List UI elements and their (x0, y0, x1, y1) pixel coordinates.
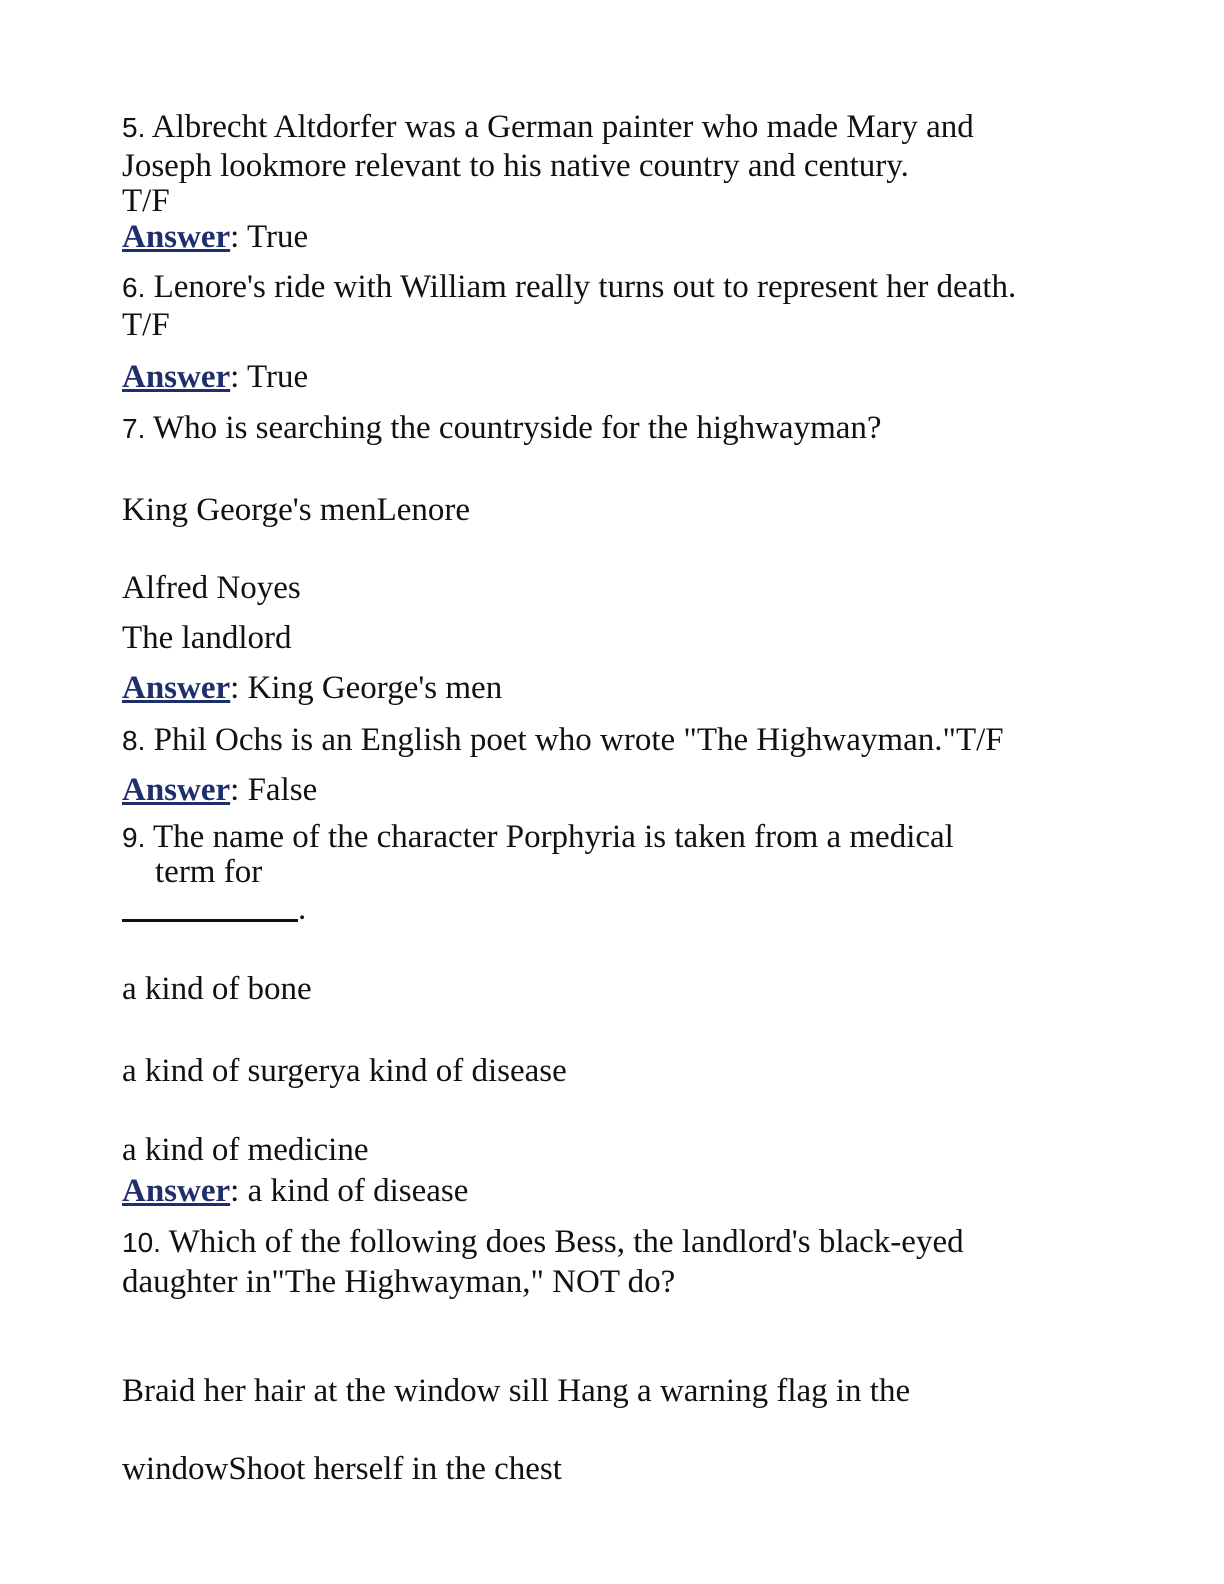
answer-label: Answer (122, 772, 231, 808)
q7-answer (122, 669, 502, 707)
q7-option-2: Alfred Noyes (122, 570, 301, 606)
q9-option-3: a kind of medicine (122, 1132, 369, 1168)
q6-answer (122, 358, 308, 396)
answer-label: Answer (122, 219, 231, 255)
q6-number: 6. (122, 272, 146, 303)
q7-option-3: The landlord (122, 620, 292, 656)
q9-line2: term for (155, 854, 263, 890)
q10-line2: daughter in"The Highwayman," NOT do? (122, 1264, 676, 1300)
q10-line1 (122, 1223, 964, 1262)
q5-tf: T/F (122, 183, 170, 219)
answer-label: Answer (122, 670, 231, 706)
q5-number: 5. (122, 112, 146, 143)
answer-label: Answer (122, 1173, 231, 1209)
q7-option-1: King George's menLenore (122, 492, 471, 528)
q5-line2: Joseph lookmore relevant to his native country and century. (122, 148, 909, 184)
q9-line1 (122, 818, 954, 857)
q6-text: Lenore's ride with William really turns out to represent her death. (145, 269, 1017, 305)
q8-answer-value: : False (230, 772, 318, 808)
q7-number: 7. (122, 413, 146, 444)
fill-in-blank-line (122, 919, 298, 922)
q10-text: Which of the following does Bess, the landlord's black-eyed (160, 1224, 964, 1260)
q10-option-2: windowShoot herself in the chest (122, 1451, 562, 1487)
q8-text: Phil Ochs is an English poet who wrote "The Highwayman."T/F (145, 722, 1004, 758)
q8-line1 (122, 721, 1004, 760)
blank-period: . (298, 891, 307, 927)
q7-answer-value: : King George's men (230, 670, 503, 706)
q6-line1 (122, 268, 1016, 307)
q5-line1 (122, 108, 974, 147)
q9-number: 9. (122, 822, 146, 853)
q5-answer-value: : True (230, 219, 309, 255)
q5-text: Albrecht Altdorfer was a German painter who made Mary and (145, 109, 974, 145)
q9-answer-value: : a kind of disease (230, 1173, 469, 1209)
q9-answer (122, 1172, 468, 1210)
q10-option-1: Braid her hair at the window sill Hang a warning flag in the (122, 1373, 911, 1409)
q10-number: 10. (122, 1227, 161, 1258)
answer-label: Answer (122, 359, 231, 395)
q9-text: The name of the character Porphyria is taken from a medical (145, 819, 954, 855)
q6-answer-value: : True (230, 359, 309, 395)
q9-option-1: a kind of bone (122, 971, 312, 1007)
q7-line1 (122, 409, 882, 448)
q8-answer (122, 771, 317, 809)
q6-tf: T/F (122, 307, 170, 343)
q7-text: Who is searching the countryside for the highwayman? (145, 410, 882, 446)
q8-number: 8. (122, 725, 146, 756)
q9-option-2: a kind of surgerya kind of disease (122, 1053, 567, 1089)
q5-answer (122, 218, 308, 256)
